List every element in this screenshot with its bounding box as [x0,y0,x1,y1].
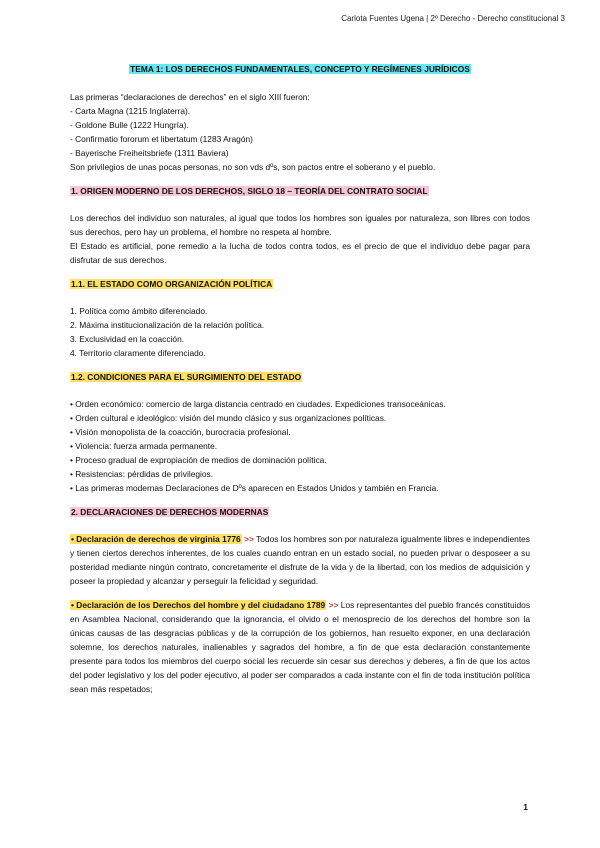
intro-lead: Las primeras “declaraciones de derechos” en el siglo XIII fueron: [70,92,310,102]
list-item: 3. Exclusividad en la coacción. [70,334,185,344]
list-item: 4. Territorio claramente diferenciado. [70,348,206,358]
section-1-1-heading-text: 1.1. EL ESTADO COMO ORGANIZACIÓN POLÍTICA [71,279,273,289]
section-1-2-heading-text: 1.2. CONDICIONES PARA EL SURGIMIENTO DEL ESTADO [71,372,302,382]
list-item: • Violencia: fuerza armada permanente. [70,441,218,451]
section-1-paragraph: Los derechos del individuo son naturales, al igual que todos los hombres son iguales por naturaleza, son libres con todos sus derechos, pero hay un problema, el hombre no respeta al hombre. [70,213,530,237]
declaration-france [70,598,530,696]
document-body [70,62,530,696]
list-item: • Las primeras modernas Declaraciones de Dºs aparecen en Estados Unidos y también en Francia. [70,483,439,493]
section-1-1-heading [70,277,530,291]
list-item: • Proceso gradual de expropiación de medios de dominación política. [70,455,327,465]
list-item: • Visión monopolista de la coacción, burocracia profesional. [70,427,291,437]
section-2-heading-text: 2. DECLARACIONES DE DERECHOS MODERNAS [71,507,269,517]
page-number: 1 [523,802,528,812]
intro-closing: Son privilegios de unas pocas personas, no son vds dºs, son pactos entre el soberano y el pueblo. [70,162,436,172]
document-title [70,62,530,76]
section-1-paragraph: El Estado es artificial, pone remedio a la lucha de todos contra todos, es el precio de que el individuo debe pagar para disfrutar de sus derechos. [70,241,530,265]
list-item: - Confirmatio fororum et libertatum (1283 Aragón) [70,134,253,144]
section-2-heading [70,505,530,519]
arrow-icon: >> [244,534,254,544]
section-1-heading-text: 1. ORIGEN MODERNO DE LOS DERECHOS, SIGLO 18 – TEORÍA DEL CONTRATO SOCIAL [71,186,428,196]
declaration-virginia-text: Todos los hombres son por naturaleza igualmente libres e independientes y tienen ciertos derechos inherentes, de los cuales cuando entran en un estado social, no pueden privar o desposeer a su posteridad mediante ningún contrato, concretamente el disfrute de la vida y de la libertad, con los medios de adquisición y poseer la propiedad y alcanzar y perseguir la felicidad y seguridad. [70,534,530,586]
list-item: - Carta Magna (1215 Inglaterra). [70,106,191,116]
document-title-text: TEMA 1: LOS DERECHOS FUNDAMENTALES, CONCEPTO Y REGÍMENES JURÍDICOS [130,64,470,74]
declaration-virginia-label: • Declaración de derechos de virginia 1776 [71,534,241,544]
declaration-virginia [70,532,530,588]
list-item: • Orden económico: comercio de larga distancia centrado en ciudades. Expediciones transoceánicas. [70,399,446,409]
intro-list [70,104,530,160]
list-item: • Resistencias: pérdidas de privilegios. [70,469,214,479]
list-item: • Orden cultural e ideológico: visión del mundo clásico y sus organizaciones políticas. [70,413,387,423]
section-1-2-heading [70,370,530,384]
list-item: 1. Política como ámbito diferenciado. [70,306,208,316]
section-1-1-list [70,304,530,360]
list-item: - Bayerische Freiheitsbriefe (1311 Baviera) [70,148,229,158]
arrow-icon: >> [328,600,339,610]
declaration-france-text: Los representantes del pueblo francés constituidos en Asamblea Nacional, considerando que la ignorancia, el olvido o el menosprecio de los derechos del hombre son la únicas causas de las desgracias públicas y de la corrupción de los gobiernos, han resuelto exponer, en una declaración solemne, los derechos naturales, inalienables y sagrados del hombre, a fin de que esta declaración constantemente presente para todos los miembros del cuerpo social les recuerde sin cesar sus derechos y deberes, a fin de que los actos del poder legislativo y los del poder ejecutivo, al poder ser comparados a cada instante con el fin de toda institución política sean más respetados; [70,600,531,694]
declaration-france-label: • Declaración de los Derechos del hombre y del ciudadano 1789 [71,600,326,610]
list-item: 2. Máxima institucionalización de la relación política. [70,320,265,330]
section-1-2-list [70,397,530,495]
section-1-heading [70,184,530,198]
page-header: Carlota Fuentes Ugena | 2º Derecho - Derecho constitucional 3 [341,14,565,23]
intro-section [70,90,530,174]
list-item: - Goldone Bulle (1222 Hungría). [70,120,189,130]
